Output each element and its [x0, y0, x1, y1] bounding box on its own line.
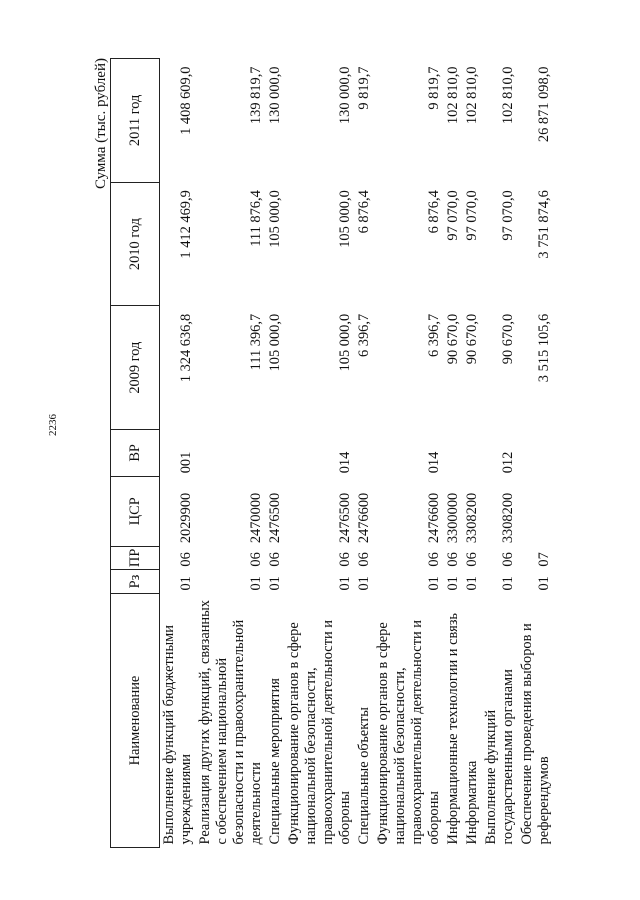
cell-vr: [355, 429, 374, 476]
table-row: [444, 59, 463, 848]
cell-name: Реализация других функций, связанных с обеспечением национальной безопасности и правоохранительной деятельности: [197, 600, 264, 845]
cell-rz: 01: [178, 576, 194, 591]
cell-name: Выполнение функций бюджетными учреждениями: [161, 625, 194, 845]
header-rz: Рз: [111, 570, 160, 594]
table-row: [285, 59, 355, 848]
cell-y2009: 6 396,7: [426, 313, 442, 358]
cell-y2010: 3 751 874,6: [536, 190, 552, 259]
cell-y2011: 102 810,0: [464, 66, 480, 125]
table-body: [160, 59, 555, 848]
header-2011: 2011 год: [111, 59, 160, 183]
cell-pr: 06: [464, 552, 480, 567]
cell-y2011: 139 819,7: [248, 66, 264, 125]
cell-y2010: 105 000,0: [337, 190, 353, 248]
cell-csr: 3308200: [464, 492, 480, 544]
cell-vr: 012: [500, 451, 516, 474]
cell-name: Обеспечение проведения выборов и референдумов: [519, 623, 552, 845]
cell-y2010: 97 070,0: [500, 190, 516, 241]
cell-y2010: 105 000,0: [267, 190, 283, 248]
cell-csr: 2470000: [248, 492, 264, 544]
cell-rz: 01: [500, 576, 516, 591]
cell-name: Функционирование органов в сфере национальной безопасности, правоохранительной деятельности и обороны: [375, 620, 442, 845]
cell-vr: 014: [426, 451, 442, 474]
cell-y2011: 1 408 609,0: [178, 66, 194, 135]
cell-vr: 014: [337, 451, 353, 474]
cell-y2009: 3 515 105,6: [536, 313, 552, 383]
cell-csr: 2476600: [426, 492, 442, 544]
cell-y2009: 90 670,0: [445, 313, 461, 365]
cell-csr: 2029900: [178, 492, 194, 544]
cell-y2010: 1 412 469,9: [178, 190, 194, 259]
header-2010: 2010 год: [111, 182, 160, 306]
cell-rz: 01: [356, 576, 372, 591]
unit-label: Сумма (тыс. рублей): [93, 58, 109, 190]
cell-y2009: 105 000,0: [337, 313, 353, 372]
cell-csr: 3300000: [445, 492, 461, 544]
cell-csr: 2476500: [267, 492, 283, 544]
cell-y2009: 1 324 636,8: [178, 313, 194, 383]
cell-pr: 06: [267, 552, 283, 567]
cell-y2010: 97 070,0: [445, 190, 461, 241]
cell-pr: 06: [337, 552, 353, 567]
table-row: [196, 59, 266, 848]
cell-name: Функционирование органов в сфере национальной безопасности, правоохранительной деятельности и обороны: [286, 620, 353, 845]
cell-y2011: 130 000,0: [267, 66, 283, 125]
table-row: [160, 59, 197, 848]
table-row: [374, 59, 444, 848]
header-row: [111, 59, 160, 848]
cell-csr: 3308200: [500, 492, 516, 544]
table-row: [518, 59, 554, 848]
table-row: [463, 59, 482, 848]
cell-vr: [266, 429, 285, 476]
cell-y2009: 90 670,0: [464, 313, 480, 365]
cell-y2009: 90 670,0: [500, 313, 516, 365]
cell-pr: 06: [356, 552, 372, 567]
header-csr: ЦСР: [111, 476, 160, 546]
cell-vr: 001: [178, 451, 194, 474]
cell-y2011: 9 819,7: [426, 66, 442, 110]
cell-csr: [518, 476, 554, 546]
rotated-page: [93, 58, 603, 848]
cell-rz: 01: [536, 576, 552, 591]
cell-y2011: 9 819,7: [356, 66, 372, 110]
cell-csr: 2476500: [337, 492, 353, 544]
cell-name: Информационные технологии и связь: [445, 613, 461, 845]
cell-csr: 2476600: [356, 492, 372, 544]
cell-pr: 06: [426, 552, 442, 567]
cell-rz: 01: [426, 576, 442, 591]
cell-rz: 01: [267, 576, 283, 591]
page-number: 2236: [47, 414, 59, 436]
cell-pr: 06: [500, 552, 516, 567]
cell-y2010: 111 876,4: [248, 190, 264, 247]
header-pr: ПР: [111, 546, 160, 569]
table-row: [266, 59, 285, 848]
cell-y2009: 111 396,7: [248, 313, 264, 371]
cell-y2010: 6 876,4: [426, 190, 442, 234]
cell-y2009: 6 396,7: [356, 313, 372, 358]
header-name: Наименование: [111, 594, 160, 848]
cell-pr: 06: [445, 552, 461, 567]
cell-vr: [518, 429, 554, 476]
header-2009: 2009 год: [111, 306, 160, 430]
cell-pr: 06: [178, 552, 194, 567]
cell-name: Специальные объекты: [356, 707, 372, 845]
cell-y2011: 26 871 098,0: [536, 66, 552, 143]
cell-name: Информатика: [464, 760, 480, 845]
cell-pr: 07: [536, 552, 552, 567]
cell-y2010: 97 070,0: [464, 190, 480, 241]
cell-rz: 01: [445, 576, 461, 591]
table-row: [482, 59, 518, 848]
cell-rz: 01: [337, 576, 353, 591]
cell-rz: 01: [248, 576, 264, 591]
cell-pr: 06: [248, 552, 264, 567]
header-vr: ВР: [111, 429, 160, 476]
cell-y2009: 105 000,0: [267, 313, 283, 372]
table-row: [355, 59, 374, 848]
cell-y2010: 6 876,4: [356, 190, 372, 234]
cell-y2011: 102 810,0: [445, 66, 461, 125]
cell-name: Выполнение функций государственными органами: [483, 669, 516, 845]
cell-y2011: 102 810,0: [500, 66, 516, 125]
cell-name: Специальные мероприятия: [267, 678, 283, 845]
budget-table: [110, 58, 554, 848]
cell-y2011: 130 000,0: [337, 66, 353, 125]
cell-rz: 01: [464, 576, 480, 591]
cell-vr: [196, 429, 266, 476]
cell-vr: [463, 429, 482, 476]
cell-vr: [444, 429, 463, 476]
